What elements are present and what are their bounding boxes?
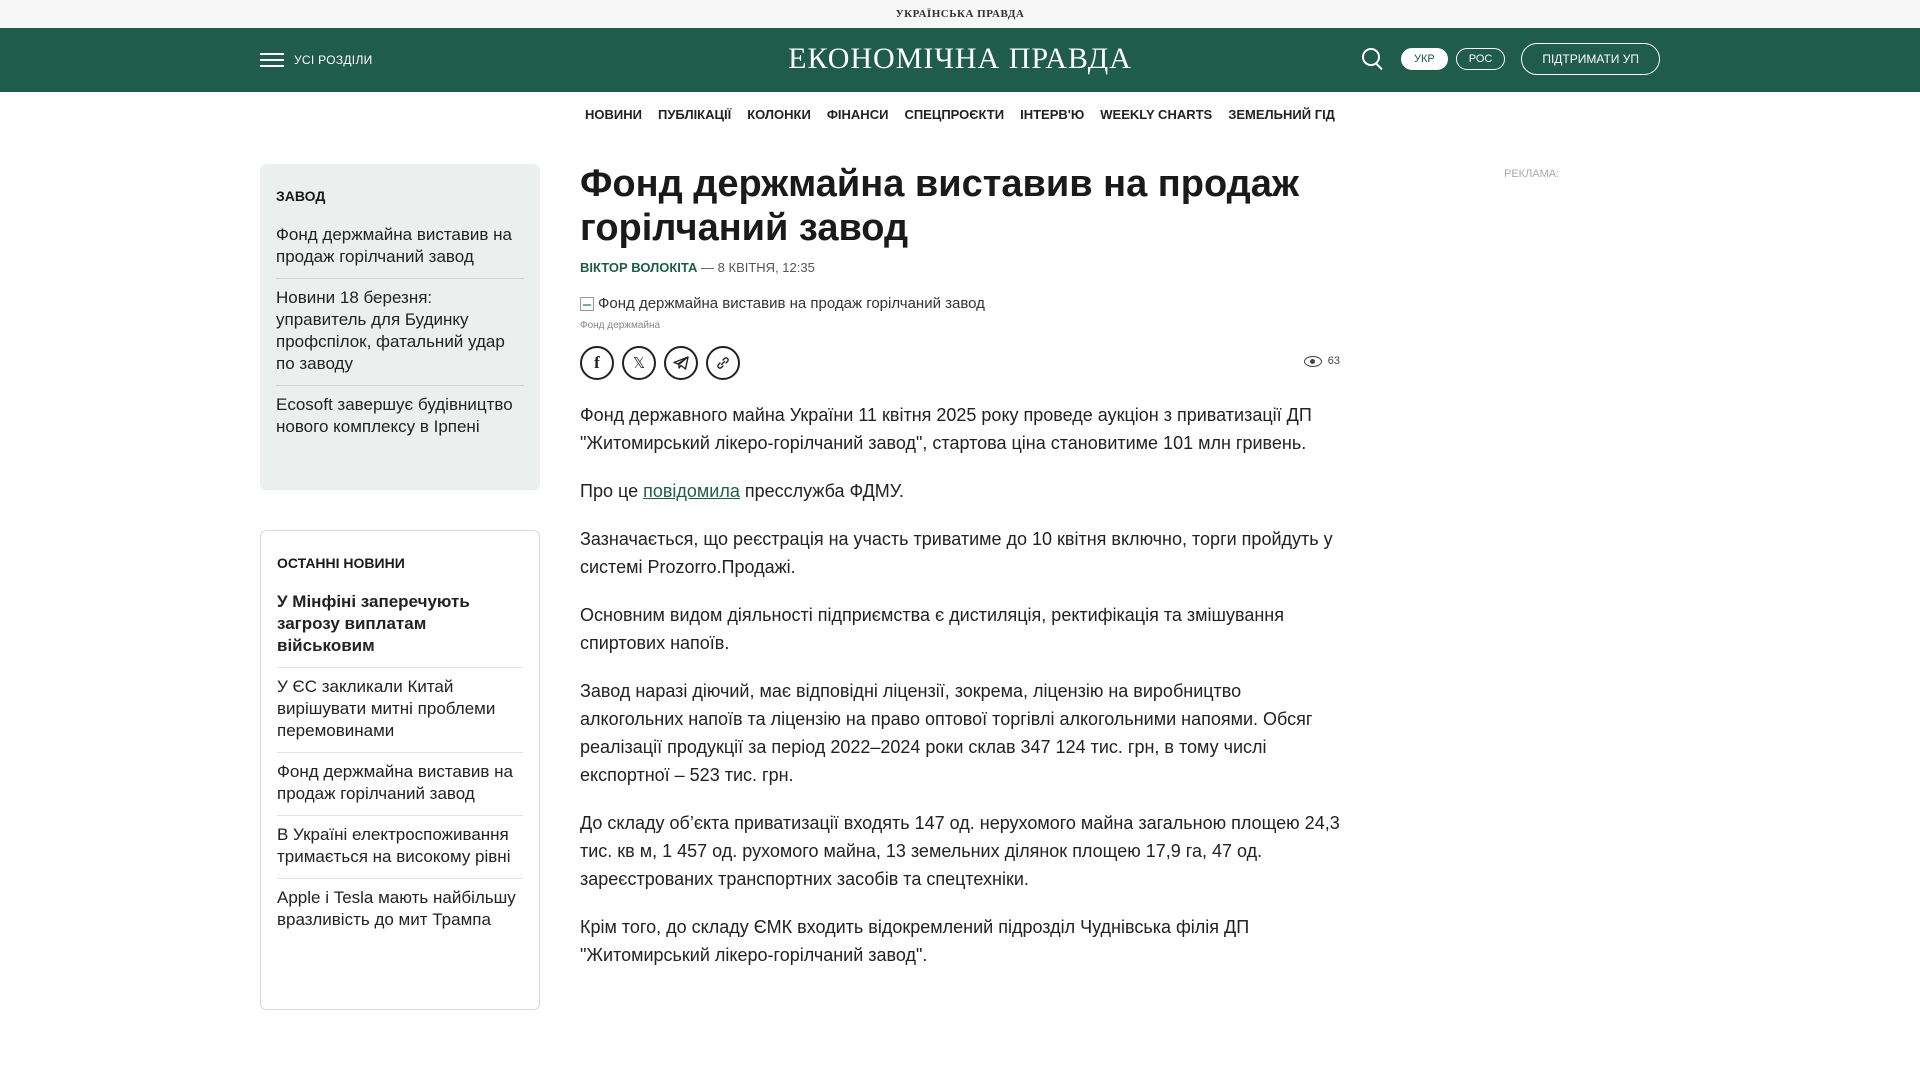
article-paragraph: Крім того, до складу ЄМК входить відокремлений підрозділ Чуднівська філія ДП "Житомирський лікеро-горілчаний завод". bbox=[580, 917, 1250, 965]
share-row bbox=[580, 345, 1340, 381]
view-counter bbox=[1304, 355, 1340, 367]
latest-news-item[interactable]: Фонд держмайна виставив на продаж горілчаний завод bbox=[277, 753, 523, 816]
view-count: 63 bbox=[1327, 355, 1340, 367]
main-nav bbox=[0, 92, 1920, 136]
site-logo[interactable]: ЕКОНОМІЧНА ПРАВДА bbox=[788, 42, 1132, 75]
article-paragraph: Основним видом діяльності підприємства є дистиляція, ректифікація та змішування спиртових напоїв. bbox=[580, 605, 1284, 653]
ad-label: РЕКЛАМА: bbox=[1504, 168, 1560, 180]
article-paragraph: Завод наразі діючий, має відповідні ліцензії, зокрема, ліцензію на виробництво алкогольних напоїв та ліцензію на право оптової торгівлі алкогольними напоями. Обсяг реалізації продукції за період 2022–2024 роки склав 347 124 тис. грн, в тому числі експортної – 523 тис. грн. bbox=[580, 681, 1313, 785]
x-share-icon[interactable]: 𝕏 bbox=[622, 346, 656, 380]
paragraph-text: пресслужба ФДМУ. bbox=[739, 481, 904, 501]
eye-icon bbox=[1304, 356, 1322, 367]
nav-item-publications[interactable]: ПУБЛІКАЦІЇ bbox=[658, 106, 732, 122]
tag-list-item[interactable]: Фонд держмайна виставив на продаж горілчаний завод bbox=[276, 216, 524, 279]
latest-news-item[interactable]: У ЄС закликали Китай вирішувати митні проблеми перемовинами bbox=[277, 668, 523, 753]
article-paragraph: До складу об’єкта приватизації входять 147 од. нерухомого майна загальною площею 24,3 тис. кв м, 1 457 од. рухомого майна, 13 земельних ділянок площею 17,9 га, 47 од. зареєстрованих транспортних засобів та спецтехніки. bbox=[580, 813, 1340, 889]
latest-news-title: ОСТАННІ НОВИНИ bbox=[277, 555, 405, 571]
nav-item-interviews[interactable]: ІНТЕРВ'Ю bbox=[1020, 106, 1085, 122]
latest-news-item[interactable]: В Україні електроспоживання тримається на високому рівні bbox=[277, 816, 523, 879]
source-link[interactable]: повідомила bbox=[643, 481, 740, 501]
tag-list-item[interactable]: Ecosoft завершує будівництво нового комплексу в Ірпені bbox=[276, 395, 513, 436]
copy-link-icon[interactable] bbox=[706, 346, 740, 380]
broken-image-icon bbox=[580, 297, 594, 311]
nav-item-specprojects[interactable]: СПЕЦПРОЄКТИ bbox=[904, 106, 1005, 122]
lang-ukr-button[interactable]: УКР bbox=[1401, 48, 1448, 70]
article-paragraph: Зазначається, що реєстрація на участь триватиме до 10 квітня включно, торги пройдуть у системі Prozorro.Продажі. bbox=[580, 529, 1333, 577]
latest-news-item[interactable]: У Мінфіні заперечують загрозу виплатам військовим bbox=[277, 583, 523, 668]
article-title: Фонд держмайна виставив на продаж горілчаний завод bbox=[580, 163, 1299, 249]
hamburger-icon bbox=[260, 52, 284, 68]
latest-news-box bbox=[260, 530, 540, 1010]
header-actions bbox=[1359, 43, 1660, 75]
photo-caption: Фонд держмайна bbox=[580, 320, 661, 331]
latest-news-item[interactable]: Apple і Tesla мають найбільшу вразливість до мит Трампа bbox=[277, 888, 516, 929]
all-sections-button[interactable] bbox=[260, 48, 373, 72]
author-link[interactable]: ВІКТОР ВОЛОКІТА bbox=[580, 260, 698, 275]
support-button[interactable]: ПІДТРИМАТИ УП bbox=[1521, 43, 1660, 75]
top-strip bbox=[0, 0, 1920, 29]
article-photo bbox=[580, 295, 1340, 312]
tag-title[interactable]: ЗАВОД bbox=[276, 188, 326, 204]
all-sections-label: УСІ РОЗДІЛИ bbox=[294, 53, 373, 67]
nav-item-weekly-charts[interactable]: WEEKLY CHARTS bbox=[1100, 106, 1213, 122]
network-brand-link[interactable]: УКРАЇНСЬКА ПРАВДА bbox=[895, 8, 1025, 20]
article-body bbox=[580, 401, 1340, 969]
nav-item-finance[interactable]: ФІНАНСИ bbox=[826, 106, 889, 122]
paragraph-text: Про це bbox=[580, 481, 644, 501]
article-paragraph: Фонд державного майна України 11 квітня 2025 року проведе аукціон з приватизації ДП "Житомирський лікеро-горілчаний завод", стартова ціна становитиме 101 млн гривень. bbox=[580, 405, 1312, 453]
article-byline bbox=[580, 260, 1340, 275]
byline-separator: — bbox=[697, 260, 718, 275]
site-header bbox=[0, 28, 1920, 92]
lang-ros-button[interactable]: РОС bbox=[1456, 48, 1506, 70]
nav-item-news[interactable]: НОВИНИ bbox=[585, 106, 642, 122]
nav-item-columns[interactable]: КОЛОНКИ bbox=[747, 106, 811, 122]
tag-related-box bbox=[260, 164, 540, 490]
tag-list-item[interactable]: Новини 18 березня: управитель для Будинку профспілок, фатальний удар по заводу bbox=[276, 279, 524, 386]
photo-alt-text: Фонд держмайна виставив на продаж горілчаний завод bbox=[598, 295, 985, 312]
publish-date: 8 КВІТНЯ, 12:35 bbox=[717, 260, 815, 275]
facebook-share-icon[interactable]: f bbox=[580, 346, 614, 380]
article-paragraph bbox=[580, 477, 1340, 505]
telegram-share-icon[interactable] bbox=[664, 346, 698, 380]
article bbox=[580, 162, 1340, 969]
search-icon[interactable] bbox=[1359, 45, 1387, 73]
nav-item-land-guide[interactable]: ЗЕМЕЛЬНИЙ ГІД bbox=[1228, 106, 1335, 122]
